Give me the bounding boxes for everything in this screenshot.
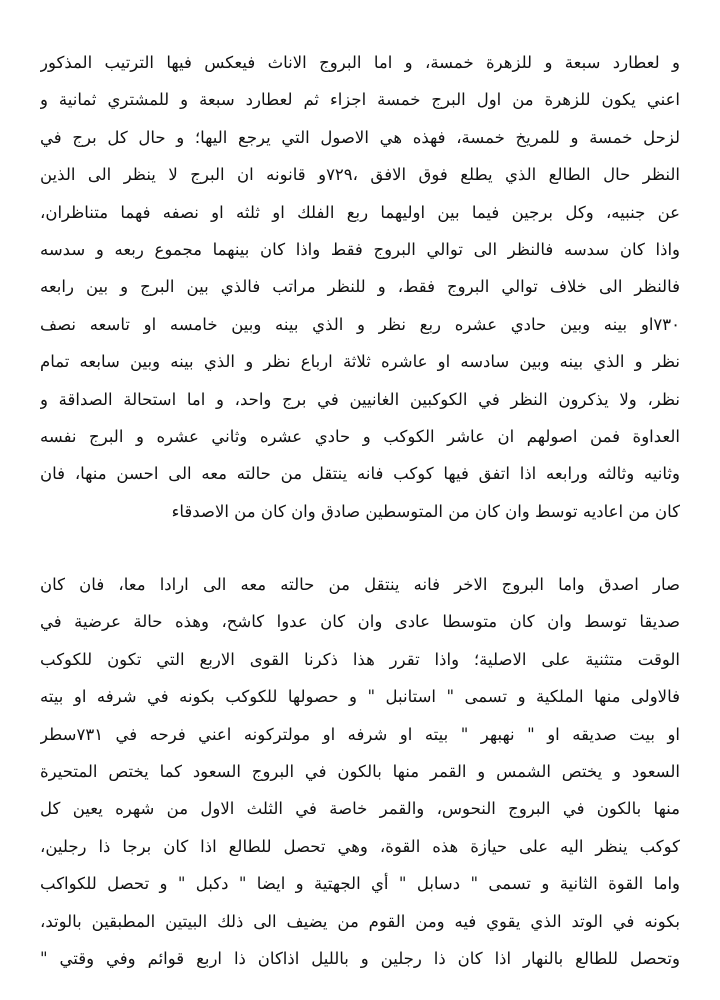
text-line: وتحصل للطالع بالنهار اذا كان ذا رجلين و بالليل اذاكان ذا اربع قوائم وفي وقتي " bbox=[40, 948, 680, 968]
text-line: الوقت متثنية على الاصلية؛ واذا تقرر هذا ذكرنا القوى الاربع التي تكون للكوكب bbox=[40, 649, 680, 669]
text-line: او بيت صديقه او " نهبهر " بيته او شرفه او مولتركونه اعني فرحه في ٧٣١سطر bbox=[40, 724, 680, 744]
text-line: و لعطارد سبعة و للزهرة خمسة، و اما البروج الاناث فيعكس فيها الترتيب المذكور bbox=[40, 53, 680, 72]
text-line: بكونه في الوتد الذي يقوي فيه ومن القوم من يضيف الى ذلك البيتين المطبقين بالوتد، bbox=[40, 911, 680, 931]
text-line: كوكب ينظر اليه على حيازة هذه القوة، وهي تحصل للطالع اذا كان برجا ذا رجلين، bbox=[40, 836, 680, 856]
text-line: صديقا توسط وان كان متوسطا عادى وان كان عدوا كاشح، وهذه حالة عرضية في bbox=[40, 612, 680, 632]
text-line: وثانيه وثالثه ورابعه اذا اتفق فيها كوكب فانه ينتقل من حالته معه الى احسن منها، فان bbox=[40, 464, 680, 484]
text-line: نظر و الذي بينه وبين سادسه او عاشره ثلاثة ارباع نظر و الذي بينه وبين سابعه تمام bbox=[40, 352, 680, 372]
text-line: النظر حال الطالع الذي يطلع فوق الافق ،٧٢٩و قانونه ان البرج لا ينظر الى الذين bbox=[40, 165, 680, 185]
text-line: فالاولى منها الملكية و تسمى " استانبل " و حصولها للكوكب بكونه في شرفه او بيته bbox=[40, 687, 680, 707]
text-line: اعني يكون للزهرة من اول البرج خمسة اجزاء ثم لعطارد سبعة و للمشتري ثمانية و bbox=[40, 90, 680, 110]
paragraph-1 bbox=[40, 44, 680, 530]
text-line: واما القوة الثانية و تسمى " دسابل " أي الجهتية و ايضا " دكبل " و تحصل للكواكب bbox=[40, 874, 680, 894]
text-line: كان من اعاديه توسط وان كان من المتوسطين صادق وان كان من الاصدقاء bbox=[171, 501, 680, 521]
text-line: العداوة فمن اصولهم ان عاشر الكوكب و حادي عشره وثاني عشره و البرج نفسه bbox=[40, 426, 680, 446]
text-line: واذا كان سدسه فالنظر الى توالي البروج فقط واذا كان بينهما مجموع ربعه و سدسه bbox=[40, 239, 680, 259]
paragraph-2 bbox=[40, 566, 680, 977]
text-line: صار اصدق واما البروج الاخر فانه ينتقل من حالته معه الى ارادا معا، فان كان bbox=[40, 575, 680, 594]
text-line: عن جنبيه، وكل برجين فيما بين اوليهما ربع الفلك او ثلثه او نصفه فهما متناظران، bbox=[40, 202, 680, 222]
text-line: فالنظر الى خلاف توالي البروج فقط، و للنظر مراتب فالذي بين البرج و بين رابعه bbox=[40, 277, 680, 297]
text-line: نظر، ولا يذكرون النظر في الكوكبين الغانيين في برج واحد، و اما استحالة الصداقة و bbox=[40, 389, 680, 409]
document-page bbox=[40, 0, 680, 1000]
text-line: منها بالكون في البروج النحوس، والقمر خاصة في الثلث الاول من شهره يعين كل bbox=[40, 799, 680, 819]
text-line: السعود و يختص الشمس و القمر منها بالكون في البروج السعود كما يختص المتحيرة bbox=[40, 761, 680, 781]
text-line: ٧٣٠او بينه وبين حادي عشره ربع نظر و الذي بينه وبين خامسه او تاسعه نصف bbox=[40, 314, 680, 334]
text-line: لزحل خمسة و للمريخ خمسة، فهذه هي الاصول التي يرجع اليها؛ و حال كل برج في bbox=[40, 127, 680, 147]
